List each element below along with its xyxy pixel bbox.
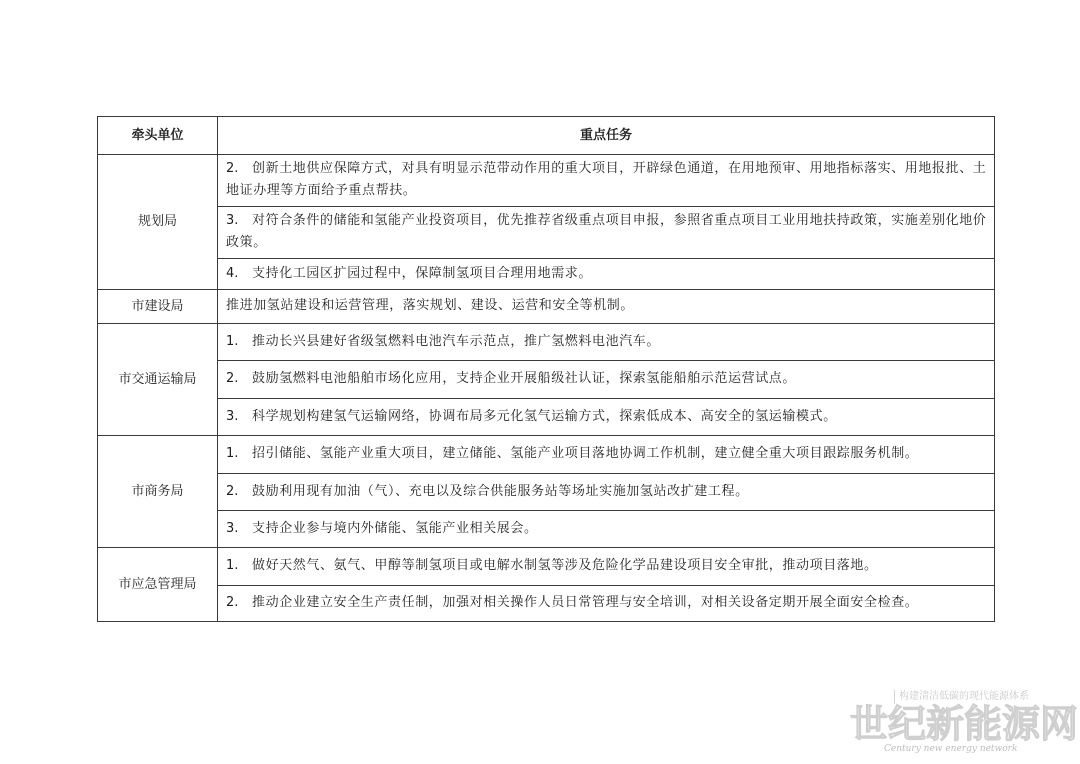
table-row xyxy=(98,207,995,259)
task-number: 1. xyxy=(226,446,239,461)
table-row xyxy=(98,511,995,548)
lead-unit-cell: 市应急管理局 xyxy=(98,548,218,622)
task-number: 2. xyxy=(226,161,239,176)
task-cell xyxy=(218,436,995,474)
task-text: 推进加氢站建设和运营管理，落实规划、建设、运营和安全等机制。 xyxy=(226,298,635,313)
table-row xyxy=(98,586,995,622)
header-key-tasks: 重点任务 xyxy=(218,117,995,155)
task-text: 推动企业建立安全生产责任制，加强对相关操作人员日常管理与安全培训，对相关设备定期开展全面安全检查。 xyxy=(252,595,919,610)
task-number: 2. xyxy=(226,371,239,386)
lead-unit-cell: 市交通运输局 xyxy=(98,324,218,436)
table-row xyxy=(98,155,995,207)
table-header-row xyxy=(98,117,995,155)
task-cell xyxy=(218,548,995,586)
task-number: 2. xyxy=(226,483,239,499)
task-text: 对符合条件的储能和氢能产业投资项目，优先推荐省级重点项目申报，参照省重点项目工业用地扶持政策，实施差别化地价政策。 xyxy=(226,213,987,250)
task-cell xyxy=(218,290,995,324)
table-row xyxy=(98,474,995,511)
task-cell xyxy=(218,207,995,259)
task-text: 支持化工园区扩园过程中，保障制氢项目合理用地需求。 xyxy=(252,265,593,281)
key-tasks-table xyxy=(97,116,995,622)
lead-unit-cell: 市建设局 xyxy=(98,290,218,324)
task-text: 推动长兴县建好省级氢燃料电池汽车示范点，推广氢燃料电池汽车。 xyxy=(252,333,661,349)
table-row xyxy=(98,436,995,474)
task-text: 创新土地供应保障方式，对具有明显示范带动作用的重大项目，开辟绿色通道，在用地预审、用地指标落实、用地报批、土地证办理等方面给予重点帮扶。 xyxy=(226,161,987,198)
header-lead-unit: 牵头单位 xyxy=(98,117,218,155)
task-text: 科学规划构建氢气运输网络，协调布局多元化氢气运输方式，探索低成本、高安全的氢运输模式。 xyxy=(252,408,837,424)
table-row xyxy=(98,548,995,586)
task-cell xyxy=(218,259,995,290)
table-row xyxy=(98,361,995,399)
task-text: 支持企业参与境内外储能、氢能产业相关展会。 xyxy=(252,520,538,536)
task-cell xyxy=(218,155,995,207)
task-cell xyxy=(218,511,995,548)
task-text: 招引储能、氢能产业重大项目，建立储能、氢能产业项目落地协调工作机制，建立健全重大项目跟踪服务机制。 xyxy=(252,446,919,461)
task-number: 1. xyxy=(226,558,239,573)
task-number: 4. xyxy=(226,265,239,281)
watermark-logo-text: 世纪新能源网 xyxy=(850,701,1079,746)
task-cell xyxy=(218,399,995,436)
task-cell xyxy=(218,324,995,361)
site-watermark xyxy=(850,690,1079,760)
table-row xyxy=(98,324,995,361)
task-number: 2. xyxy=(226,595,239,610)
task-number: 1. xyxy=(226,333,239,349)
task-cell xyxy=(218,474,995,511)
task-number: 3. xyxy=(226,520,239,536)
table-row xyxy=(98,290,995,324)
task-text: 鼓励利用现有加油（气）、充电以及综合供能服务站等场址实施加氢站改扩建工程。 xyxy=(252,483,749,499)
task-cell xyxy=(218,586,995,622)
lead-unit-cell: 规划局 xyxy=(98,155,218,290)
task-number: 3. xyxy=(226,213,239,228)
watermark-tagline: 构建清洁低碳的现代能源体系 xyxy=(894,690,1029,704)
table-row xyxy=(98,399,995,436)
table-row xyxy=(98,259,995,290)
table-body xyxy=(98,155,995,622)
task-text: 鼓励氢燃料电池船舶市场化应用，支持企业开展船级社认证，探索氢能船舶示范运营试点。 xyxy=(252,371,797,386)
task-cell xyxy=(218,361,995,399)
lead-unit-cell: 市商务局 xyxy=(98,436,218,548)
task-number: 3. xyxy=(226,408,239,424)
task-text: 做好天然气、氨气、甲醇等制氢项目或电解水制氢等涉及危险化学品建设项目安全审批，推动项目落地。 xyxy=(252,558,878,573)
watermark-english-name: Century new energy network xyxy=(884,744,1018,754)
